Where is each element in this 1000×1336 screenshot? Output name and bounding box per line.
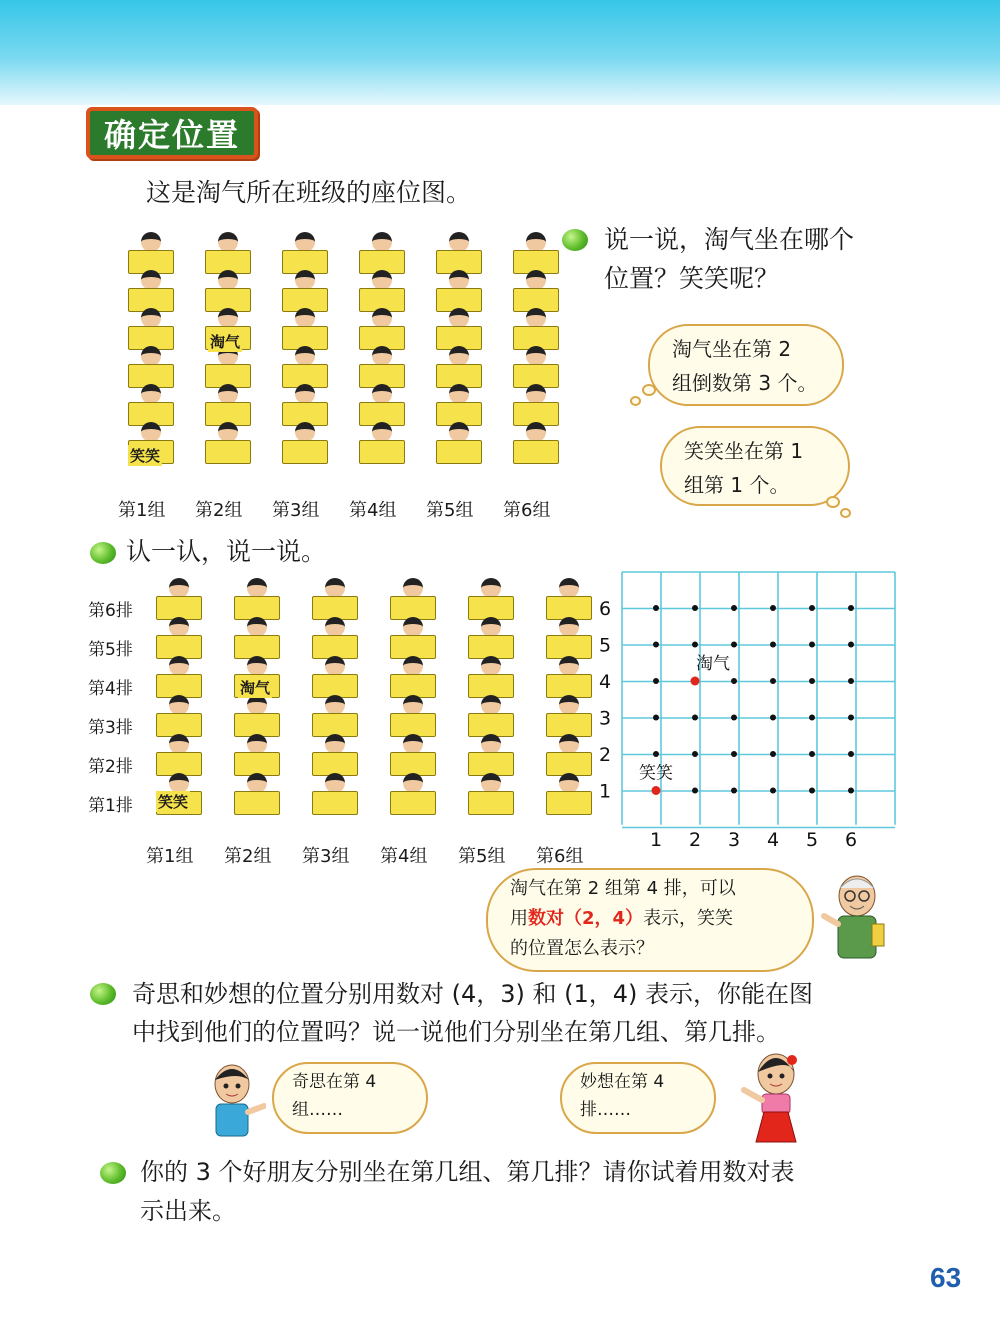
group-label: 第3组	[272, 500, 320, 521]
student	[325, 695, 345, 715]
student	[526, 270, 546, 290]
group-column	[234, 578, 280, 822]
grid-dot	[653, 605, 659, 611]
q4-line2: 示出来。	[140, 1197, 236, 1225]
student	[403, 617, 423, 637]
student	[372, 232, 392, 252]
group-label: 第4组	[349, 500, 397, 521]
coordinate-grid	[596, 566, 900, 856]
student	[169, 773, 189, 793]
text-span: 表示，笑笑	[643, 908, 734, 929]
desk	[546, 791, 592, 815]
header-band	[0, 0, 1000, 105]
student	[169, 578, 189, 598]
group-label: 第4组	[380, 846, 428, 867]
student	[403, 656, 423, 676]
group-column	[546, 578, 592, 822]
group-label: 第3组	[302, 846, 350, 867]
point-label: 笑笑	[639, 763, 673, 784]
x-tick-label: 3	[727, 829, 741, 851]
student	[295, 384, 315, 404]
student	[169, 695, 189, 715]
student	[325, 656, 345, 676]
student	[372, 422, 392, 442]
text-span: 用	[510, 908, 528, 929]
grid-dot	[848, 605, 854, 611]
student	[526, 384, 546, 404]
boy-speech-bubble	[272, 1062, 428, 1134]
student	[247, 773, 267, 793]
student	[372, 346, 392, 366]
bubble-tail	[840, 508, 851, 518]
bubble-line: 组第 1 个。	[684, 473, 790, 497]
bullet-icon	[90, 983, 116, 1005]
grid-dot	[848, 678, 854, 684]
group-column	[312, 578, 358, 822]
group-label: 第5组	[458, 846, 506, 867]
student	[481, 617, 501, 637]
student	[169, 656, 189, 676]
point-label: 淘气	[696, 654, 730, 674]
section-title	[86, 107, 258, 159]
student	[247, 734, 267, 754]
bubble-line: 妙想在第 4	[580, 1072, 665, 1092]
grid-dot	[770, 751, 776, 757]
q1-line2: 位置？笑笑呢？	[604, 264, 780, 293]
student	[169, 734, 189, 754]
student	[449, 346, 469, 366]
grid-dot	[653, 715, 659, 721]
student	[295, 308, 315, 328]
grid-dot	[770, 715, 776, 721]
bubble-line: 笑笑坐在第 1	[684, 439, 804, 463]
y-tick-label: 4	[598, 671, 612, 693]
desk	[312, 791, 358, 815]
row-label: 第4排	[88, 679, 133, 699]
bubble-tail	[826, 496, 840, 508]
grid-dot	[692, 642, 698, 648]
row-label: 第2排	[88, 757, 133, 777]
grid-dot	[731, 605, 737, 611]
group-column	[468, 578, 514, 822]
group-column	[390, 578, 436, 822]
student	[403, 734, 423, 754]
row-label: 第3排	[88, 718, 133, 738]
student	[403, 773, 423, 793]
student	[526, 308, 546, 328]
group-column	[128, 232, 174, 470]
teacher-illustration	[820, 872, 894, 964]
student	[325, 578, 345, 598]
grid-dot	[809, 715, 815, 721]
student	[247, 695, 267, 715]
student	[526, 232, 546, 252]
number-pair-highlight: 数对（2，4）	[528, 908, 644, 929]
grid-dot	[731, 751, 737, 757]
student	[141, 346, 161, 366]
student	[481, 656, 501, 676]
bubble-line: 奇思在第 4	[292, 1072, 377, 1092]
group-column	[282, 232, 328, 470]
student	[481, 578, 501, 598]
desk	[359, 440, 405, 464]
student	[141, 232, 161, 252]
student	[449, 384, 469, 404]
grid-dot	[731, 642, 737, 648]
student	[403, 695, 423, 715]
group-label: 第6组	[503, 500, 551, 521]
group-label: 第2组	[224, 846, 272, 867]
x-tick-label: 1	[649, 829, 663, 851]
student	[218, 384, 238, 404]
desk	[282, 440, 328, 464]
grid-dot	[692, 715, 698, 721]
grid-dot	[848, 715, 854, 721]
girl-miaoxiang-illustration	[740, 1050, 806, 1148]
student	[449, 232, 469, 252]
grid-dot	[692, 788, 698, 794]
student	[449, 308, 469, 328]
group-label: 第5组	[426, 500, 474, 521]
student	[141, 384, 161, 404]
student	[218, 422, 238, 442]
group-column	[359, 232, 405, 470]
student	[141, 308, 161, 328]
grid-dot	[770, 678, 776, 684]
group-label: 第6组	[536, 846, 584, 867]
student	[449, 422, 469, 442]
grid-dot	[848, 788, 854, 794]
desk	[513, 440, 559, 464]
student	[295, 422, 315, 442]
student	[559, 656, 579, 676]
grid-dot	[848, 642, 854, 648]
taoqi-seat-tag: 淘气	[240, 679, 271, 697]
student	[526, 422, 546, 442]
q3-line2: 中找到他们的位置吗？说一说他们分别坐在第几组、第几排。	[132, 1018, 780, 1046]
speech-bubble-xiaoxiao	[660, 426, 850, 506]
teacher-bubble-line3: 的位置怎么表示？	[510, 938, 654, 959]
grid-dot	[848, 751, 854, 757]
desk	[390, 791, 436, 815]
point-marker	[652, 786, 661, 795]
page-number: 63	[930, 1262, 962, 1293]
xiaoxiao-seat-tag: 笑笑	[158, 793, 189, 811]
student	[481, 734, 501, 754]
student	[218, 270, 238, 290]
student	[218, 232, 238, 252]
desk	[436, 440, 482, 464]
grid-dot	[809, 678, 815, 684]
grid-dot	[731, 715, 737, 721]
teacher-bubble-line2	[510, 904, 790, 934]
student	[295, 346, 315, 366]
grid-dot	[653, 751, 659, 757]
bubble-line: 组倒数第 3 个。	[672, 371, 818, 395]
point-marker	[691, 677, 700, 686]
q1-line1: 说一说，淘气坐在哪个	[604, 225, 855, 254]
row-label: 第6排	[88, 601, 133, 621]
boy-qisi-illustration	[204, 1062, 266, 1140]
group-column	[513, 232, 559, 470]
bubble-line: 排……	[580, 1100, 631, 1120]
bullet-icon	[562, 229, 588, 251]
student	[295, 270, 315, 290]
speech-bubble-taoqi	[648, 324, 844, 406]
grid-dot	[692, 605, 698, 611]
group-column	[156, 578, 202, 822]
grid-dot	[809, 605, 815, 611]
student	[325, 773, 345, 793]
student	[372, 384, 392, 404]
student	[481, 773, 501, 793]
grid-dot	[731, 788, 737, 794]
group-column	[436, 232, 482, 470]
intro-text: 这是淘气所在班级的座位图。	[146, 178, 472, 207]
grid-dot	[809, 642, 815, 648]
student	[141, 270, 161, 290]
teacher-bubble-line1: 淘气在第 2 组第 4 排，可以	[510, 878, 736, 899]
student	[449, 270, 469, 290]
taoqi-seat-tag: 淘气	[210, 333, 241, 351]
y-tick-label: 1	[598, 780, 612, 803]
student	[141, 422, 161, 442]
x-tick-label: 2	[688, 829, 702, 851]
row-label: 第1排	[88, 796, 133, 816]
bullet-icon	[90, 542, 116, 564]
section-title-text: 确定位置	[103, 116, 240, 154]
x-tick-label: 6	[844, 829, 858, 851]
grid-dot	[770, 605, 776, 611]
y-tick-label: 3	[598, 707, 612, 730]
grid-dot	[653, 678, 659, 684]
y-tick-label: 2	[598, 744, 612, 766]
student	[372, 270, 392, 290]
teacher-speech-bubble	[486, 868, 814, 972]
student	[247, 578, 267, 598]
bubble-tail	[630, 396, 641, 406]
bubble-line: 组……	[292, 1100, 343, 1120]
x-tick-label: 4	[766, 829, 780, 851]
group-label: 第1组	[118, 500, 166, 521]
grid-dot	[770, 642, 776, 648]
desk	[468, 791, 514, 815]
group-label: 第2组	[195, 500, 243, 521]
student	[247, 617, 267, 637]
desk	[234, 791, 280, 815]
grid-dot	[770, 788, 776, 794]
student	[481, 695, 501, 715]
grid-dot	[809, 751, 815, 757]
group-label: 第1组	[146, 846, 194, 867]
grid-dot	[731, 678, 737, 684]
student	[325, 617, 345, 637]
student	[169, 617, 189, 637]
student	[559, 695, 579, 715]
bullet-icon	[100, 1162, 126, 1184]
student	[247, 656, 267, 676]
y-tick-label: 6	[598, 598, 612, 620]
student	[325, 734, 345, 754]
student	[218, 308, 238, 328]
row-label: 第5排	[88, 640, 133, 660]
student	[559, 734, 579, 754]
xiaoxiao-seat-tag: 笑笑	[130, 447, 161, 465]
student	[559, 617, 579, 637]
student	[403, 578, 423, 598]
grid-dot	[809, 788, 815, 794]
q3-line1: 奇思和妙想的位置分别用数对 (4，3) 和 (1，4) 表示，你能在图	[132, 980, 814, 1008]
girl-speech-bubble	[560, 1062, 716, 1134]
x-tick-label: 5	[805, 829, 819, 851]
q4-line1: 你的 3 个好朋友分别坐在第几组、第几排？请你试着用数对表	[140, 1158, 795, 1186]
grid-dot	[653, 642, 659, 648]
bubble-tail	[642, 384, 656, 396]
grid-dot	[692, 751, 698, 757]
bubble-line: 淘气坐在第 2	[672, 337, 792, 361]
student	[372, 308, 392, 328]
student	[559, 773, 579, 793]
student	[526, 346, 546, 366]
desk	[205, 440, 251, 464]
student	[295, 232, 315, 252]
q2-text: 认一认，说一说。	[126, 537, 327, 566]
student	[559, 578, 579, 598]
y-tick-label: 5	[598, 634, 612, 657]
